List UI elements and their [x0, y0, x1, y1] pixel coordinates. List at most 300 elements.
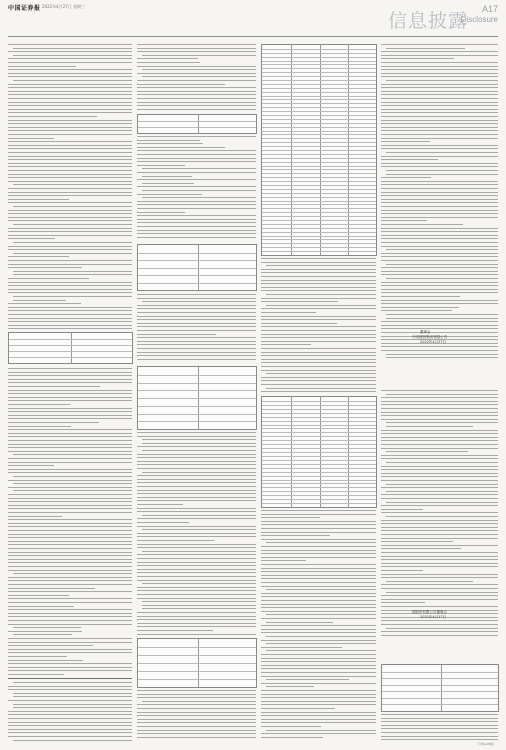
text-line: [13, 707, 132, 708]
text-line: [8, 541, 132, 542]
text-line: [13, 627, 81, 628]
table-row-divider: [262, 158, 376, 159]
table-row-divider: [262, 103, 376, 104]
text-line: [261, 272, 376, 273]
text-line: [8, 174, 132, 175]
table-row-divider: [262, 166, 376, 167]
text-line: [13, 206, 132, 207]
table-row-divider: [262, 134, 376, 135]
text-line: [137, 109, 256, 110]
text-line: [381, 109, 498, 110]
table-row-divider: [262, 503, 376, 504]
text-line: [386, 357, 498, 358]
text-line: [381, 296, 460, 297]
text-line: [13, 490, 132, 491]
text-line: [8, 303, 81, 304]
text-line: [137, 612, 256, 613]
text-line: [8, 44, 132, 45]
text-line: [8, 444, 132, 445]
text-line: [381, 455, 498, 456]
text-line: [8, 105, 132, 106]
text-line: [381, 98, 498, 99]
text-line: [8, 249, 132, 250]
text-line: [8, 372, 132, 373]
text-line: [8, 177, 132, 178]
text-line: [381, 505, 498, 506]
text-line: [137, 87, 256, 88]
text-line: [381, 213, 498, 214]
text-line: [381, 134, 498, 135]
column-2: [137, 40, 256, 742]
text-line: [137, 598, 256, 599]
text-line: [261, 337, 376, 338]
text-line: [381, 520, 498, 521]
text-line: [381, 231, 498, 232]
text-line: [381, 530, 498, 531]
text-line: [381, 210, 498, 211]
text-line: [381, 105, 498, 106]
column-3: [261, 40, 376, 742]
text-line: [261, 708, 335, 709]
text-line: [8, 390, 132, 391]
text-line: [13, 48, 132, 49]
text-line: [13, 184, 132, 185]
text-line: [137, 308, 256, 309]
table-row-divider: [138, 275, 256, 276]
text-line: [8, 163, 132, 164]
text-line: [386, 170, 498, 171]
text-line: [8, 494, 132, 495]
text-line: [8, 109, 132, 110]
text-line: [8, 264, 132, 265]
text-line: [261, 571, 376, 572]
text-line: [381, 217, 498, 218]
text-line: [137, 619, 256, 620]
text-line: [261, 517, 320, 518]
table-row-divider: [262, 201, 376, 202]
text-line: [137, 323, 256, 324]
text-line: [8, 260, 132, 261]
text-line: [137, 294, 256, 295]
text-line: [142, 176, 192, 177]
text-line: [381, 184, 498, 185]
text-line: [261, 341, 376, 342]
text-line: [8, 102, 132, 103]
text-line: [261, 726, 321, 727]
text-line: [13, 300, 66, 301]
text-line: [137, 454, 256, 455]
table-row-divider: [138, 383, 256, 384]
table-row-divider: [262, 115, 376, 116]
text-line: [137, 558, 256, 559]
text-line: [381, 736, 498, 737]
text-line: [261, 287, 376, 288]
text-line: [137, 48, 256, 49]
text-line: [8, 220, 132, 221]
text-line: [381, 246, 498, 247]
text-line: [261, 370, 376, 371]
text-line: [8, 562, 132, 563]
text-line: [381, 635, 498, 636]
text-line: [137, 80, 256, 81]
text-line: [137, 51, 256, 52]
table-row-divider: [262, 96, 376, 97]
table-row-divider: [262, 251, 376, 252]
text-line: [137, 580, 256, 581]
text-line: [381, 595, 498, 596]
text-line: [261, 701, 376, 702]
text-line: [137, 201, 256, 202]
text-line: [8, 130, 132, 131]
text-line: [381, 419, 498, 420]
text-line: [137, 464, 256, 465]
table-row-divider: [262, 173, 376, 174]
text-line: [8, 465, 54, 466]
text-line: [261, 704, 376, 705]
text-line: [381, 714, 498, 715]
text-line: [137, 457, 256, 458]
table-row-divider: [9, 345, 132, 346]
text-line: [381, 127, 498, 128]
text-line: [261, 722, 376, 723]
table-row-divider: [138, 260, 256, 261]
text-line: [8, 210, 132, 211]
table-row-divider: [262, 432, 376, 433]
table-row-divider: [262, 197, 376, 198]
text-line: [8, 602, 132, 603]
text-line: [386, 451, 468, 452]
text-line: [13, 454, 132, 455]
text-line: [8, 609, 132, 610]
text-line: [8, 145, 132, 146]
text-line: [142, 190, 256, 191]
text-line: [142, 301, 256, 302]
text-line: [381, 163, 498, 164]
table-row-divider: [262, 119, 376, 120]
text-line: [137, 508, 256, 509]
text-line: [381, 145, 498, 146]
text-line: [8, 199, 69, 200]
data-table: [8, 332, 133, 364]
text-line: [8, 94, 132, 95]
table-row-divider: [262, 127, 376, 128]
text-line: [137, 522, 189, 523]
text-line: [381, 725, 498, 726]
text-line: [8, 458, 132, 459]
text-line: [381, 112, 498, 113]
text-line: [137, 719, 256, 720]
text-line: [261, 524, 376, 525]
text-line: [381, 534, 498, 535]
data-table: [137, 114, 257, 134]
text-line: [8, 559, 132, 560]
text-line: [8, 663, 132, 664]
text-line: [261, 510, 376, 511]
text-line: [386, 426, 473, 427]
text-line: [137, 446, 256, 447]
table-row-divider: [262, 425, 376, 426]
text-line: [137, 594, 256, 595]
text-line: [13, 573, 132, 574]
text-line: [381, 606, 498, 607]
table-row-divider: [262, 208, 376, 209]
text-line: [137, 461, 256, 462]
text-line: [261, 604, 376, 605]
text-line: [381, 55, 498, 56]
text-line: [8, 73, 132, 74]
table-row-divider: [262, 236, 376, 237]
text-line: [13, 634, 72, 635]
table-row-divider: [138, 375, 256, 376]
table-row-divider: [262, 72, 376, 73]
text-line: [381, 538, 498, 539]
text-line: [381, 148, 498, 149]
text-line: [137, 536, 256, 537]
text-line: [381, 253, 498, 254]
text-line: [381, 509, 423, 510]
text-line: [261, 697, 376, 698]
text-line: [8, 526, 132, 527]
text-line: [8, 170, 132, 171]
text-line: [386, 592, 498, 593]
text-line: [8, 508, 132, 509]
text-line: [8, 638, 132, 639]
text-line: [8, 404, 70, 405]
text-line: [381, 102, 498, 103]
text-line: [8, 278, 89, 279]
text-line: [137, 733, 256, 734]
text-line: [142, 515, 256, 516]
text-line: [261, 618, 376, 619]
text-line: [381, 437, 498, 438]
text-line: [137, 179, 256, 180]
text-line: [261, 391, 376, 392]
text-line: [137, 544, 256, 545]
table-row-divider: [262, 224, 376, 225]
text-line: [137, 226, 256, 227]
signature-company: 中国建投集团有限公司: [412, 335, 447, 339]
text-line: [8, 228, 132, 229]
text-line: [142, 551, 256, 552]
text-line: [261, 629, 376, 630]
text-line: [137, 312, 256, 313]
text-line: [137, 726, 256, 727]
text-line: [137, 334, 216, 335]
table-row-divider: [9, 357, 132, 358]
text-line: [261, 514, 376, 515]
text-line: [8, 152, 132, 153]
text-line: [261, 262, 376, 263]
text-line: [381, 199, 498, 200]
text-line: [13, 271, 132, 272]
table-row-divider: [262, 228, 376, 229]
section-separator: [8, 678, 132, 679]
text-line: [266, 679, 349, 680]
table-row-divider: [138, 253, 256, 254]
text-line: [8, 87, 132, 88]
text-line: [381, 73, 498, 74]
text-line: [8, 328, 132, 329]
data-table: [261, 396, 377, 508]
text-line: [381, 527, 498, 528]
text-line: [142, 605, 256, 606]
text-line: [137, 562, 256, 563]
text-line: [8, 580, 132, 581]
table-row-divider: [262, 64, 376, 65]
table-row-divider: [138, 390, 256, 391]
text-line: [261, 600, 376, 601]
text-line: [8, 566, 132, 567]
text-line: [137, 62, 200, 63]
text-line: [261, 539, 376, 540]
text-line: [8, 141, 132, 142]
text-line: [381, 123, 498, 124]
text-line: [381, 408, 498, 409]
text-line: [381, 202, 498, 203]
table-row-divider: [262, 495, 376, 496]
text-line: [8, 192, 132, 193]
text-line: [8, 84, 132, 85]
text-line: [381, 332, 498, 333]
text-line: [381, 141, 430, 142]
text-line: [13, 253, 132, 254]
text-line: [142, 601, 256, 602]
text-line: [8, 202, 132, 203]
text-line: [137, 154, 256, 155]
text-line: [8, 292, 132, 293]
text-line: [8, 631, 82, 632]
table-row-divider: [262, 220, 376, 221]
table-row-divider: [138, 647, 256, 648]
text-line: [137, 533, 256, 534]
table-row-divider: [382, 678, 498, 679]
text-line: [137, 547, 256, 548]
text-line: [381, 224, 463, 225]
text-line: [8, 148, 132, 149]
text-line: [261, 535, 330, 536]
signature-company-2: 德股份有限公司董事会: [412, 610, 447, 614]
text-line: [137, 626, 256, 627]
text-line: [137, 140, 200, 141]
text-line: [386, 48, 465, 49]
text-line: [381, 51, 498, 52]
text-line: [142, 583, 256, 584]
text-line: [8, 577, 132, 578]
text-line: [137, 150, 256, 151]
text-line: [8, 588, 95, 589]
text-line: [137, 526, 256, 527]
text-line: [261, 654, 376, 655]
text-line: [8, 231, 132, 232]
text-line: [8, 325, 132, 326]
table-row-divider: [262, 436, 376, 437]
text-line: [137, 587, 256, 588]
text-line: [261, 355, 376, 356]
text-line: [261, 258, 376, 259]
text-line: [381, 599, 498, 600]
text-line: [386, 628, 498, 629]
text-line: [381, 584, 498, 585]
text-line: [8, 69, 132, 70]
text-line: [137, 540, 214, 541]
text-line: [261, 596, 376, 597]
text-line: [386, 174, 498, 175]
table-row-divider: [262, 440, 376, 441]
text-line: [261, 330, 376, 331]
text-line: [266, 636, 376, 637]
text-line: [137, 694, 256, 695]
text-line: [137, 136, 256, 137]
text-line: [8, 415, 132, 416]
text-line: [137, 66, 256, 67]
text-line: [381, 206, 498, 207]
signature-title: 董事会: [420, 330, 431, 334]
text-line: [261, 348, 376, 349]
text-line: [261, 280, 376, 281]
text-line: [261, 550, 376, 551]
text-line: [137, 237, 256, 238]
text-line: [261, 647, 342, 648]
text-line: [381, 256, 498, 257]
table-row-divider: [262, 452, 376, 453]
text-line: [381, 120, 498, 121]
text-line: [8, 418, 132, 419]
table-row-divider: [262, 472, 376, 473]
continued-note: （下转A18版）: [475, 742, 496, 746]
table-row-divider: [262, 444, 376, 445]
text-line: [8, 310, 132, 311]
text-line: [261, 640, 376, 641]
text-line: [8, 429, 132, 430]
table-row-divider: [262, 169, 376, 170]
text-line: [8, 616, 132, 617]
table-row-divider: [262, 131, 376, 132]
text-line: [266, 650, 376, 651]
table-row-divider: [262, 204, 376, 205]
text-line: [8, 318, 132, 319]
table-row-divider: [262, 247, 376, 248]
text-line: [137, 94, 256, 95]
text-line: [8, 321, 132, 322]
text-line: [137, 98, 256, 99]
text-line: [381, 602, 425, 603]
text-line: [8, 729, 132, 730]
text-line: [8, 282, 132, 283]
text-line: [8, 76, 132, 77]
text-line: [381, 220, 427, 221]
text-line: [381, 44, 498, 45]
text-line: [381, 566, 498, 567]
table-row-divider: [262, 162, 376, 163]
text-line: [8, 408, 132, 409]
text-line: [137, 565, 256, 566]
text-line: [137, 708, 256, 709]
text-line: [381, 541, 453, 542]
table-row-divider: [262, 421, 376, 422]
text-line: [381, 512, 498, 513]
text-line: [381, 285, 498, 286]
text-line: [8, 530, 132, 531]
text-line: [8, 66, 76, 67]
text-line: [381, 390, 498, 391]
text-line: [381, 235, 498, 236]
text-line: [137, 432, 256, 433]
text-line: [381, 328, 498, 329]
text-line: [8, 246, 132, 247]
text-line: [261, 352, 376, 353]
text-line: [381, 94, 498, 95]
text-line: [8, 718, 132, 719]
